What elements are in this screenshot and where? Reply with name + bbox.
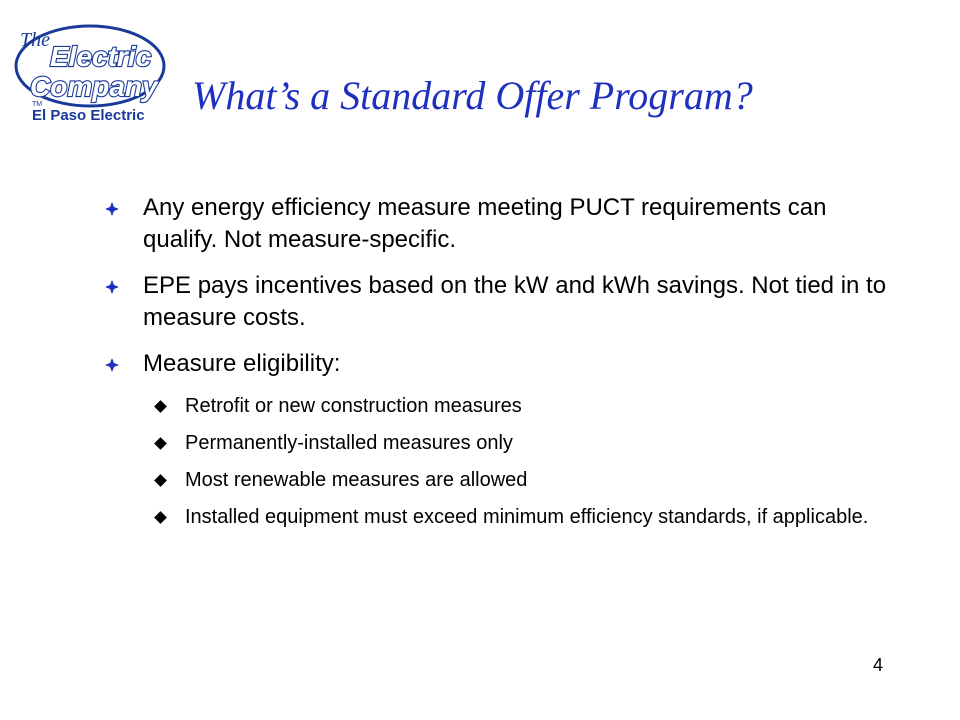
bullet-1 [105,192,905,256]
bullet-2-text: EPE pays incentives based on the kW and kWh savings. Not tied in to measure costs. [143,272,887,331]
sub-bullet-diamond-icon [154,474,167,487]
sub-bullet-4 [105,505,905,530]
logo-text-the: The [20,29,50,51]
sub-bullet-list [105,394,905,530]
sub-bullet-3-text: Most renewable measures are allowed [185,469,528,491]
sub-bullet-2 [105,431,905,456]
slide-content [105,192,905,542]
bullet-1-text: Any energy efficiency measure meeting PUCT requirements can qualify. Not measure-specific. [143,194,827,253]
sub-bullet-1 [105,394,905,419]
sub-bullet-3 [105,468,905,493]
bullet-3 [105,348,905,380]
sub-bullet-diamond-icon [154,511,167,524]
sub-bullet-2-text: Permanently-installed measures only [185,432,513,454]
sub-bullet-4-text: Installed equipment must exceed minimum efficiency standards, if applicable. [185,506,869,528]
sub-bullet-diamond-icon [154,437,167,450]
sub-bullet-1-text: Retrofit or new construction measures [185,395,522,417]
sub-bullet-diamond-icon [154,400,167,413]
logo-tagline: El Paso Electric [32,107,145,124]
diamond-bullet-icon [105,280,119,294]
page-number: 4 [873,655,884,675]
logo-text-company: Company [30,71,158,102]
slide-title: What’s a Standard Offer Program? [192,73,753,118]
bullet-3-text: Measure eligibility: [143,350,341,377]
logo-text-electric: Electric [50,41,152,72]
diamond-bullet-icon [105,202,119,216]
diamond-bullet-icon [105,358,119,372]
logo-tm: TM [32,101,43,108]
bullet-2 [105,270,905,334]
